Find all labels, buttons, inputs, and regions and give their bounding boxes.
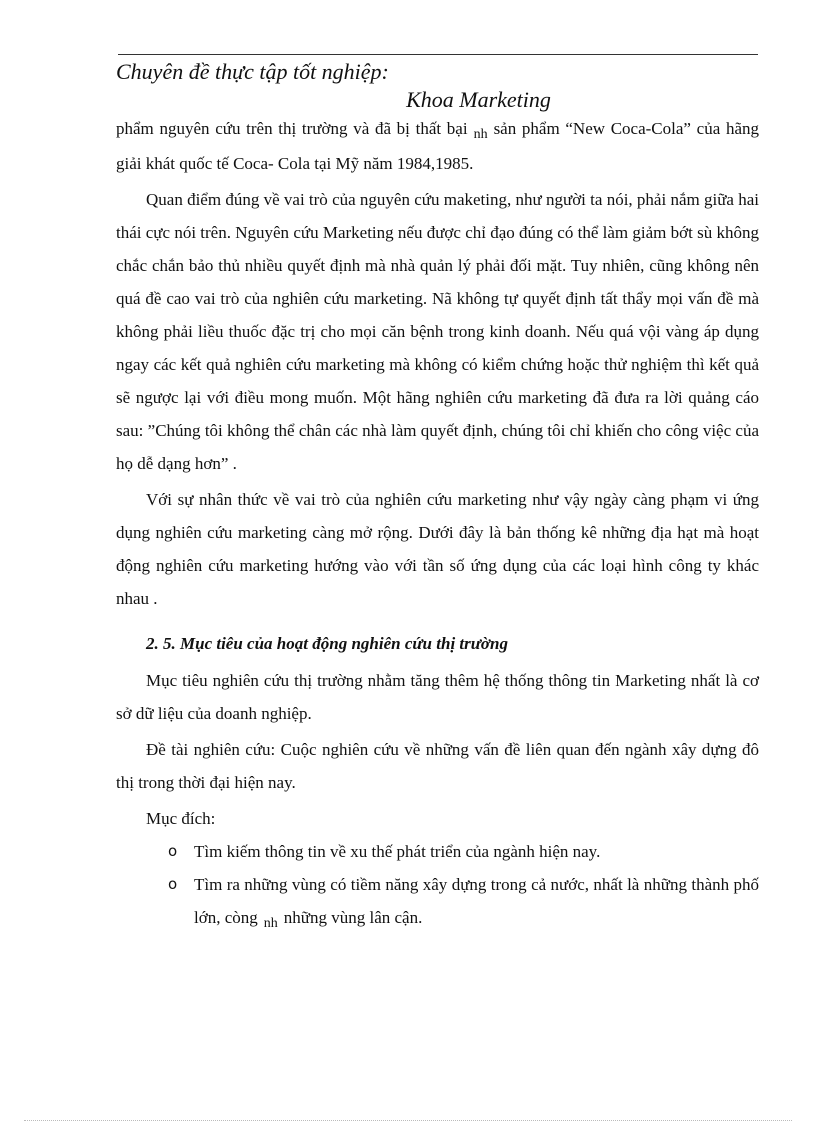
header-rule [118, 54, 758, 55]
paragraph-2: Quan điểm đúng về vai trò của nguyên cứu maketing, như người ta nói, phải nắm giữa hai thái cực nói trên. Nguyên cứu Marketing nếu được chỉ đạo đúng có thể làm giảm bớt sù không chắc chắn bảo thủ nhiều quyết định mà nhà quản lý phải đối mặt. Tuy nhiên, cũng không nên quá đề cao vai trò của nghiên cứu marketing. Nã không tự quyết định tất thẩy mọi vấn đề mà không phải liều thuốc đặc trị cho mọi căn bệnh trong kinh doanh. Nếu quá vội vàng áp dụng ngay các kết quả nghiên cứu marketing mà không có kiểm chứng hoặc thử nghiệm thì kết quả sẽ ngược lại với điều mong muốn. Một hãng nghiên cứu marketing đã đưa ra lời quảng cáo sau: ”Chúng tôi không thể chân các nhà làm quyết định, chúng tôi chỉ khiến cho công việc của họ dễ dạng hơn” . [116, 190, 759, 473]
paragraph-3: Với sự nhân thức về vai trò của nghiên cứu marketing như vậy ngày càng phạm vi ứng dụng nghiên cứu marketing càng mở rộng. Dưới đây là bản thống kê những địa hạt mà hoạt động nghiên cứu marketing hướng vào với tần số ứng dụng của các loại hình công ty khác nhau . [116, 490, 759, 608]
bullet-marker: o [168, 842, 178, 860]
paragraph-1-nh: nh [473, 127, 488, 142]
paragraph-1-end: sản phẩm “New Coca-Cola” của hãng giải khát quốc tế Coca- Cola tại Mỹ năm 1984,1985. [116, 119, 759, 173]
list-item [168, 868, 759, 936]
paragraph-1-start: phẩm nguyên cứu trên thị trường và đã bị thất bại [116, 119, 468, 138]
bullet-1-text: Tìm kiếm thông tin về xu thế phát triển của ngành hiện nay. [194, 842, 601, 861]
paragraph-4: Mục tiêu nghiên cứu thị trường nhằm tăng thêm hệ thống thông tin Marketing nhất là cơ sở dữ liệu của doanh nghiệp. [116, 671, 759, 723]
section-heading: 2. 5. Mục tiêu của hoạt động nghiên cứu thị trường [146, 634, 509, 653]
header-left-title: Chuyên đề thực tập tốt nghiệp: [116, 59, 389, 84]
paragraph-6: Mục đích: [146, 809, 216, 828]
bullet-2-end: những vùng lân cận. [283, 908, 423, 927]
bullet-marker: o [168, 875, 178, 893]
bullet-2-nh: nh [263, 916, 278, 931]
list-item [168, 835, 759, 868]
document-body [116, 112, 759, 936]
page-header [116, 58, 761, 114]
paragraph-5: Đề tài nghiên cứu: Cuộc nghiên cứu về những vấn đề liên quan đến ngành xây dựng đô thị trong thời đại hiện nay. [116, 740, 759, 792]
header-right-title: Khoa Marketing [406, 87, 551, 112]
bullet-2-start: Tìm ra những vùng có tiềm năng xây dựng trong cả nước, nhất là những thành phố lớn, còng [194, 875, 759, 927]
page-bottom-rule [24, 1120, 792, 1121]
paragraph-1 [116, 112, 759, 180]
bullet-list [116, 835, 759, 936]
